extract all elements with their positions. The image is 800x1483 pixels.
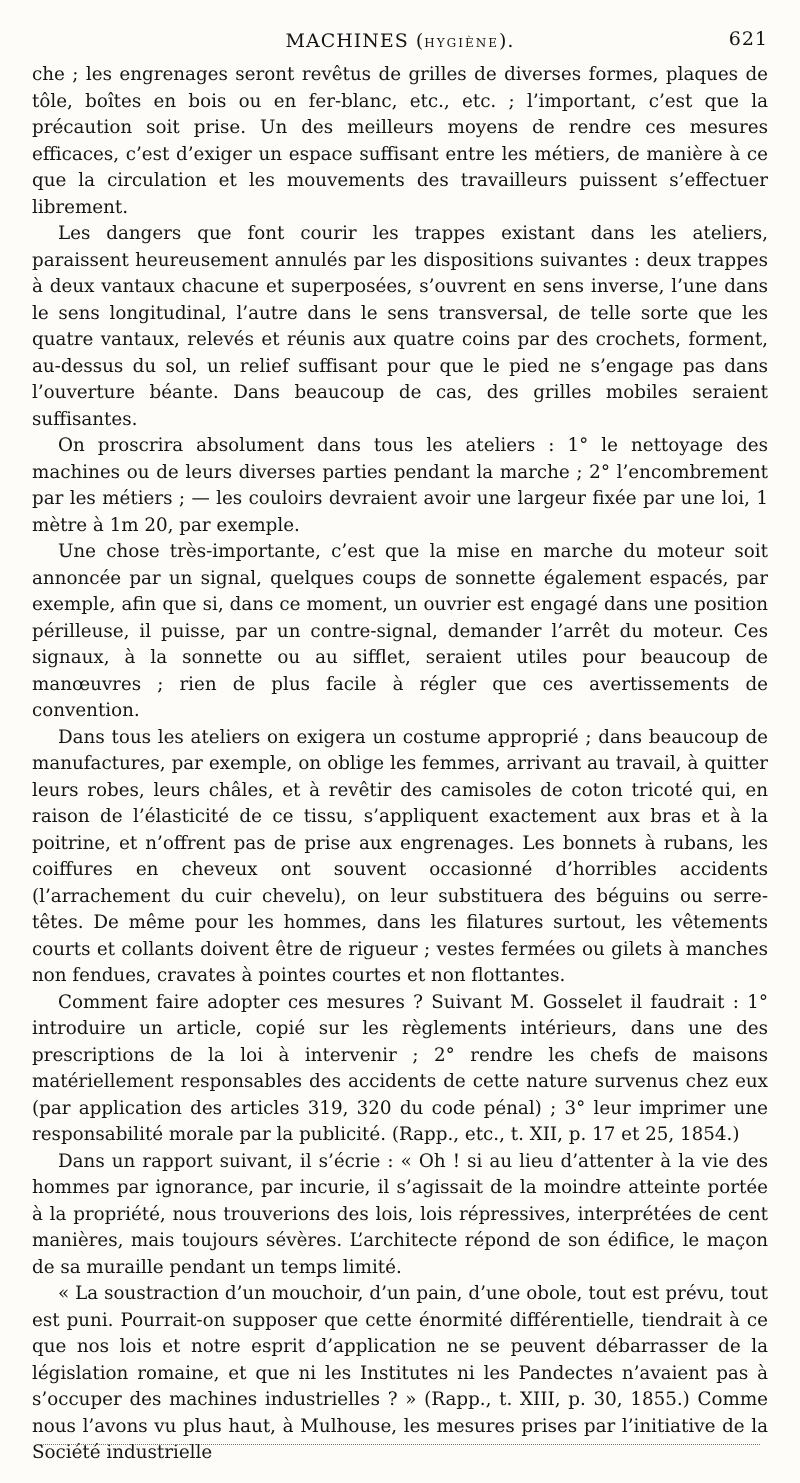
- paragraph: On proscrira absolument dans tous les ateliers : 1° le nettoyage des machines ou de leurs diverses parties pendant la marche ; 2° l’encombrement par les métiers ; — les couloirs devraient avoir une largeur fixée par une loi, 1 mètre à 1m 20, par exemple.: [32, 435, 768, 536]
- header-subtitle: HYGIÈNE: [424, 36, 500, 50]
- paragraph: Les dangers que font courir les trappes existant dans les ateliers, paraissent heureusement annulés par les dispositions suivantes : deux trappes à deux vantaux chacune et superposées, s’ouvrent en sens inverse, l’une dans le sens longitudinal, l’autre dans le sens transversal, de telle sorte que les quatre vantaux, relevés et réunis aux quatre coins par des crochets, forment, au-dessus du sol, un relief suffisant pour que le pied ne s’engage pas dans l’ouverture béante. Dans beaucoup de cas, des grilles mobiles seraient suffisantes.: [32, 223, 768, 430]
- paragraph: « La soustraction d’un mouchoir, d’un pain, d’une obole, tout est prévu, tout est puni. Pourrait-on supposer que cette énormité différentielle, tiendrait à ce que nos lois et notre esprit d’application ne se peuvent débarrasser de la législation romaine, et que ni les Institutes ni les Pandectes n’avaient pas à s’occuper des machines industrielles ? » (Rapp., t. XIII, p. 30, 1855.) Comme nous l’avons vu plus haut, à Mulhouse, les mesures prises par l’initiative de la Société industrielle: [32, 1283, 768, 1463]
- page-number: 621: [728, 28, 768, 50]
- header-title: MACHINES (HYGIÈNE).: [285, 30, 515, 52]
- paragraph: che ; les engrenages seront revêtus de grilles de diverses formes, plaques de tôle, boîtes en bois ou en fer-blanc, etc., etc. ; l’important, c’est que la précaution soit prise. Un des meilleurs moyens de rendre ces mesures efficaces, c’est d’exiger un espace suffisant entre les métiers, de manière à ce que la circulation et les mouvements des travailleurs puissent s’effectuer librement.: [32, 64, 768, 218]
- paragraph: Une chose très-importante, c’est que la mise en marche du moteur soit annoncée par un signal, quelques coups de sonnette également espacés, par exemple, afin que si, dans ce moment, un ouvrier est engagé dans une position périlleuse, il puisse, par un contre-signal, demander l’arrêt du moteur. Ces signaux, à la sonnette ou au sifflet, seraient utiles pour beaucoup de manœuvres ; rien de plus facile à régler que ces avertissements de convention.: [32, 541, 768, 721]
- paragraph: Comment faire adopter ces mesures ? Suivant M. Gosselet il faudrait : 1° introduire un article, copié sur les règlements intérieurs, dans une des prescriptions de la loi à intervenir ; 2° rendre les chefs de maisons matériellement responsables des accidents de cette nature survenus chez eux (par application des articles 319, 320 du code pénal) ; 3° leur imprimer une responsabilité morale par la publicité. (Rapp., etc., t. XII, p. 17 et 25, 1854.): [32, 991, 768, 1145]
- footer-rule: [40, 1444, 760, 1445]
- document-page: [32, 24, 768, 1467]
- running-header: [32, 24, 768, 52]
- body-text: [32, 62, 768, 1467]
- paragraph: Dans tous les ateliers on exigera un costume approprié ; dans beaucoup de manufactures, par exemple, on oblige les femmes, arrivant au travail, à quitter leurs robes, leurs châles, et à revêtir des camisoles de coton tricoté qui, en raison de l’élasticité de ce tissu, s’appliquent exactement aux bras et à la poitrine, et n’offrent pas de prise aux engrenages. Les bonnets à rubans, les coiffures en cheveux ont souvent occasionné d’horribles accidents (l’arrachement du cuir chevelu), on leur substituera des béguins ou serre-têtes. De même pour les hommes, dans les filatures surtout, les vêtements courts et collants doivent être de rigueur ; vestes fermées ou gilets à manches non fendues, cravates à pointes courtes et non flottantes.: [32, 726, 768, 986]
- paragraph: Dans un rapport suivant, il s’écrie : « Oh ! si au lieu d’attenter à la vie des hommes par ignorance, par incurie, il s’agissait de la moindre atteinte portée à la propriété, nous trouverions des lois, lois répressives, interprétées de cent manières, mais toujours sévères. L’architecte répond de son édifice, le maçon de sa muraille pendant un temps limité.: [32, 1150, 768, 1278]
